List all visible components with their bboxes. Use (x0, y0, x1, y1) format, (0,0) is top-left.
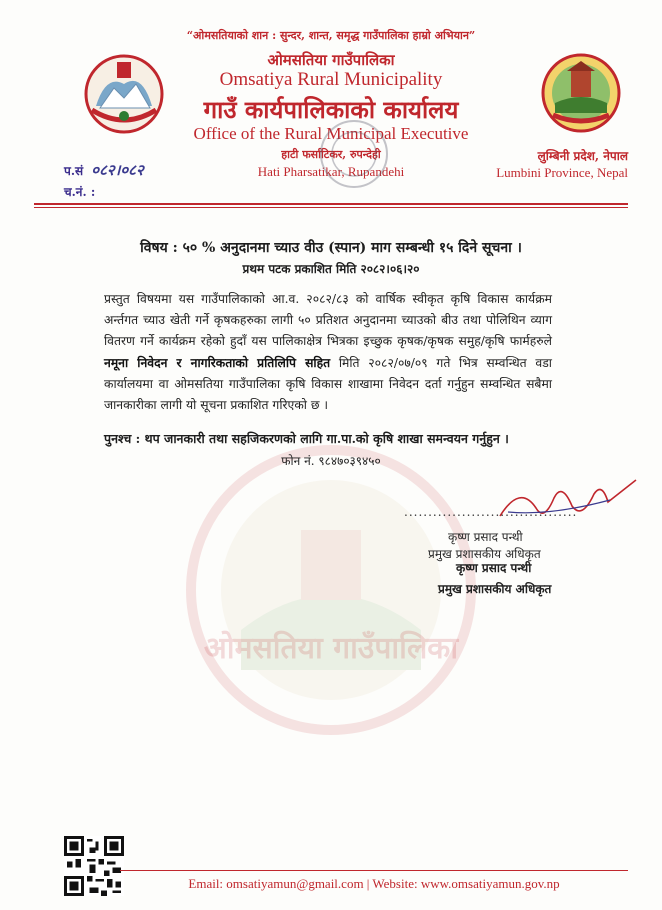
ps-value: ०८२।०८२ (91, 161, 144, 179)
signatory-name-stamp: कृष्ण प्रसाद पन्थी (456, 561, 532, 575)
province-np: लुम्बिनी प्रदेश, नेपाल (537, 149, 628, 163)
header-divider-thin (34, 207, 628, 208)
published-date: प्रथम पटक प्रकाशित मिति २०८२।०६।२० (242, 262, 420, 276)
body-text-2: मिति २०८२/०७/०९ गते भित्र सम्वन्धित वडा कार्यालयमा वा ओमसतिया गाउँपालिका कृषि विकास शाखामा निवेदन दर्ता गर्नुहुन सम्वन्धित सबैमा जानकारीका लागी यो सूचना प्रकाशित गरिएको छ । (104, 356, 552, 412)
phone-number: फोन नं. ९८४७०३९४५० (281, 454, 381, 468)
municipality-name-en: Omsatiya Rural Municipality (219, 69, 443, 90)
qr-code-icon (64, 836, 124, 896)
signatory-title-stamp: प्रमुख प्रशासकीय अधिकृत (438, 582, 552, 596)
header-divider (34, 203, 628, 205)
address-en: Hati Pharsatikar, Rupandehi (257, 164, 405, 179)
cn-label: च.नं. : (64, 185, 96, 199)
signatory-title: प्रमुख प्रशासकीय अधिकृत (428, 547, 541, 561)
address-np: हाटी फर्साटिकर, रुपन्देही (281, 148, 381, 161)
footer-contact: Email: omsatiyamun@gmail.com | Website: www.omsatiyamun.gov.np (188, 876, 560, 891)
body-text-1: प्रस्तुत विषयमा यस गाउँपालिकाको आ.व. २०८२/८३ को वार्षिक स्वीकृत कृषि विकास कार्यक्रम अर्न्तगत च्याउ खेती गर्ने कृषकहरुका लागी ५० प्रतिशत अनुदानमा च्याउको बीउ तथा पोलिथिन व्याग वितरण गर्ने कार्यक्रम रहेको हुदाँ यस पालिकाक्षेत्र भित्रका इच्छुक कृषक/कृषक समुह/कृषि फार्महरुले (104, 292, 552, 348)
ps-label: प.सं (64, 164, 84, 178)
reference-number (64, 160, 144, 180)
body-text-bold: नमूना निवेदन र नागरिकताको प्रतिलिपि सहित (104, 355, 331, 370)
office-name-np: गाउँ कार्यपालिकाको कार्यालय (203, 95, 459, 124)
signature-line: .................................... (404, 505, 578, 519)
province-en: Lumbini Province, Nepal (496, 165, 628, 180)
notice-subject: विषय : ५० % अनुदानमा च्याउ वीउ (स्पान) माग सम्बन्धी १५ दिने सूचना । (140, 240, 522, 256)
footer-divider (120, 870, 628, 871)
postscript: पुनश्च : थप जानकारी तथा सहजिकरणको लागि गा.पा.को कृषि शाखा समन्वयन गर्नुहुन । (104, 431, 509, 446)
office-name-en: Office of the Rural Municipal Executive (193, 124, 469, 143)
watermark-text: ओमसतिया गाउँपालिका (203, 631, 459, 666)
municipality-name-np: ओमसतिया गाउँपालिका (267, 51, 395, 69)
signatory-name: कृष्ण प्रसाद पन्थी (448, 530, 523, 544)
watermark-emblem-icon (181, 440, 481, 740)
notice-body (104, 289, 552, 416)
handwritten-signature-icon (490, 472, 640, 532)
slogan: “ओमसतियाको शान : सुन्दर, शान्त, समृद्ध गाउँपालिका हाम्रो अभियान” (186, 29, 476, 42)
dispatch-number (64, 182, 99, 200)
office-stamp-icon (318, 118, 390, 190)
